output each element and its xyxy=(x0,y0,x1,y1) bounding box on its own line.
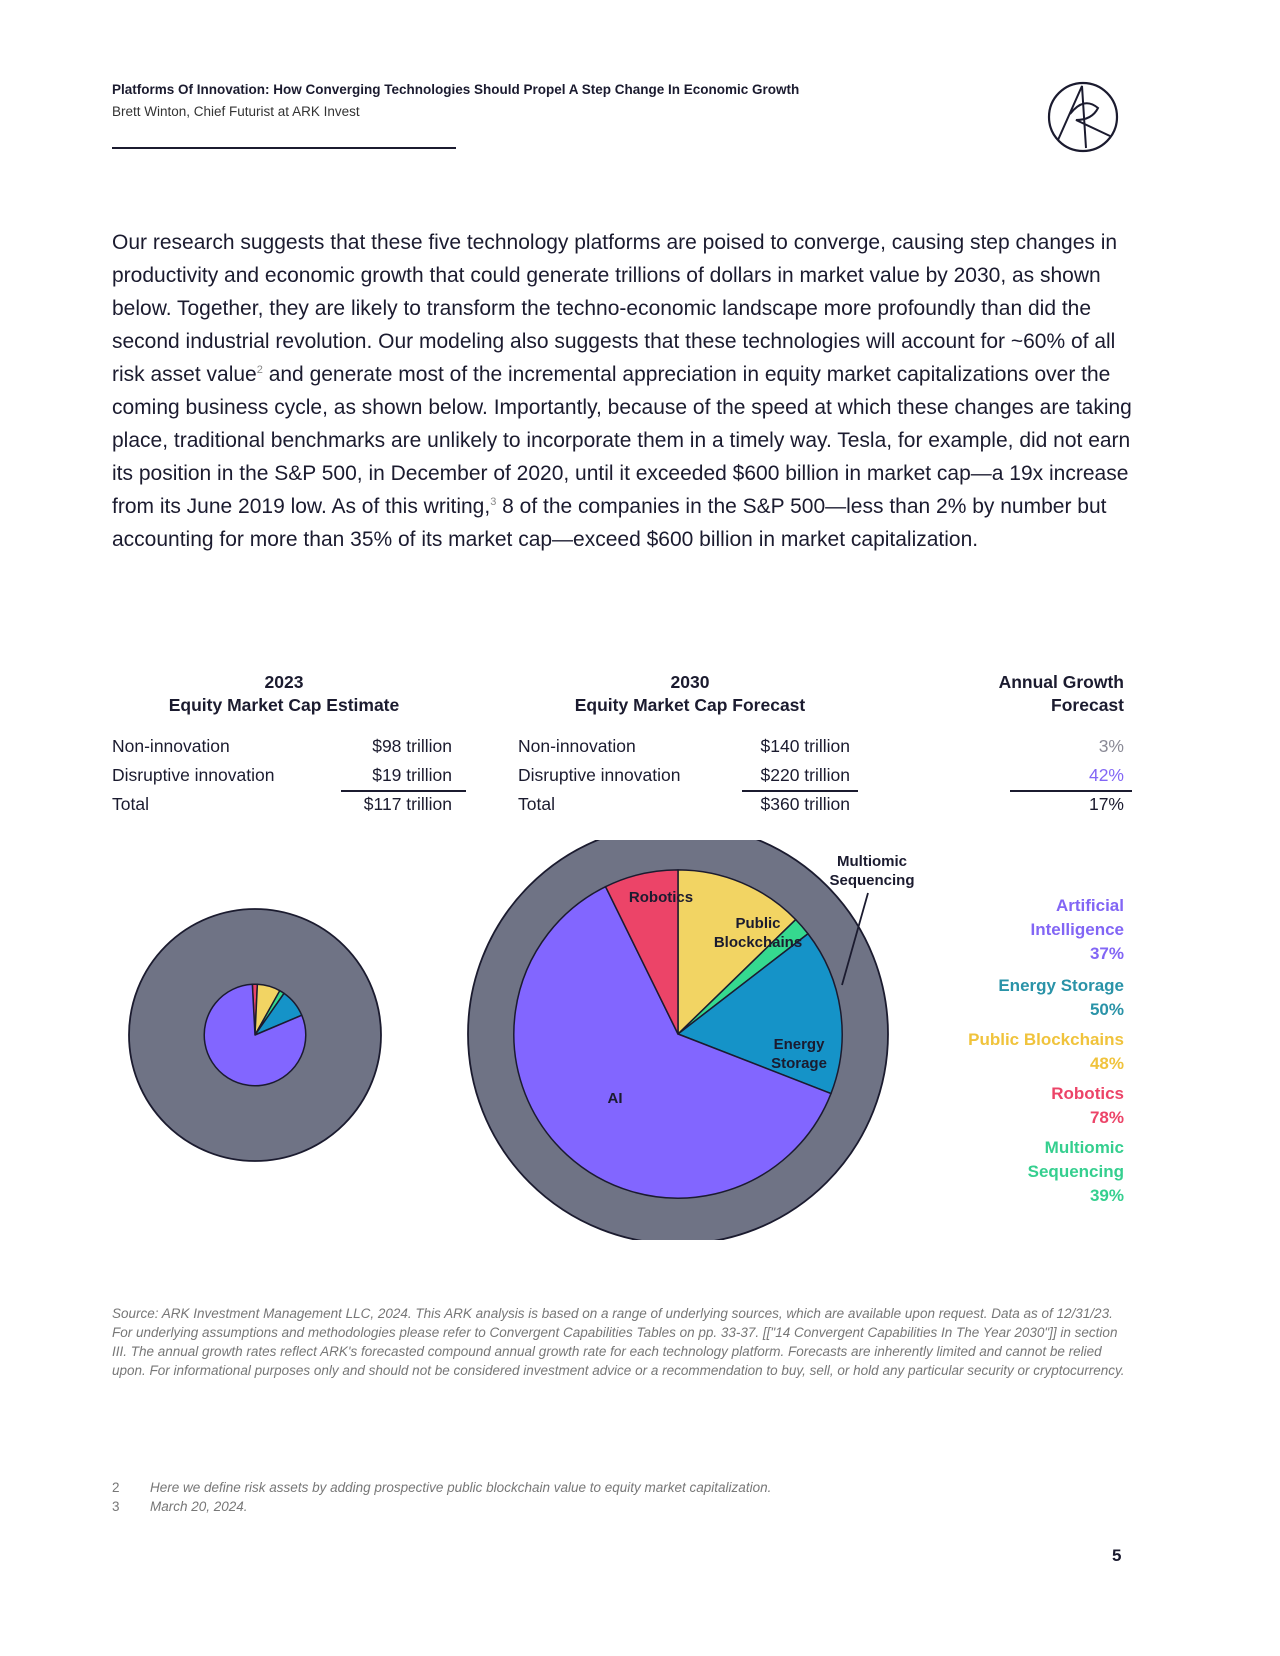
pie-label-multiomic-2: Sequencing xyxy=(829,872,915,889)
legend-item-energy-storage: Energy Storage 50% xyxy=(998,976,1124,1019)
source-note: Source: ARK Investment Management LLC, 2024. This ARK analysis is based on a range of underlying sources, which are available upon request. Data as of 12/31/23. For underlying assumptions and methodologies please refer to Convergent Capabilities Tables on pp. 33-37. [["14 Convergent Capabilities In The Year 2030"]] in section III. The annual growth rates reflect ARK's forecasted compound annual growth rate for each technology platform. Forecasts are inherently limited and cannot be relied upon. For informational purposes only and should not be considered investment advice or a recommendation to buy, sell, or hold any particular security or cryptocurrency. xyxy=(112,1306,1125,1378)
table-row: Total $117 trillion xyxy=(112,794,452,814)
legend-item-public-blockchains: Public Blockchains 48% xyxy=(968,1030,1124,1073)
pie-label-public-blockchains-2: Blockchains xyxy=(713,934,803,951)
footnote-number: 2 xyxy=(112,1480,120,1495)
table-2030 xyxy=(518,732,850,822)
growth-heading: Annual Growth Forecast xyxy=(998,672,1124,715)
body-paragraph: Our research suggests that these five technology platforms are poised to converge, causing step changes in productivity and economic growth that could generate trillions of dollars in market value by 2030, as shown below. Together, they are likely to transform the techno-economic landscape more profoundly than did the second industrial revolution. Our modeling also suggests that these technologies will account for ~60% of all risk asset value$^2$ and generate most of the incremental appreciation in equity market capitalizations over the coming business cycle, as shown below. Importantly, because of the speed at which these changes are taking place, traditional benchmarks are unlikely to incorporate them in a timely way. Tesla, for example, did not earn its position in the S&P 500, in December of 2020, until it exceeded $600 billion in market cap—a 19x increase from its June 2019 low. As of this writing,$^3$ 8 of the companies in the S&P 500—less than 2% by number but accounting for more than 35% of its market cap—exceed $600 billion in market capitalization. xyxy=(112,231,1132,551)
growth-column xyxy=(1010,732,1124,822)
table-row: Disruptive innovation $220 trillion xyxy=(518,765,850,785)
table-2030-heading: 2030 Equity Market Cap Forecast xyxy=(574,672,806,715)
footnote-text: March 20, 2024. xyxy=(150,1499,248,1514)
page-number: 5 xyxy=(1112,1546,1122,1565)
legend-item-ai: Artificial Intelligence 37% xyxy=(1030,896,1124,963)
footnotes xyxy=(112,1480,1132,1524)
legend-item-multiomic-sequencing: Multiomic Sequencing 39% xyxy=(1027,1138,1124,1205)
table-2023-heading: 2023 Equity Market Cap Estimate xyxy=(168,672,400,715)
pie-label-energy-storage-2: Storage xyxy=(771,1055,827,1072)
pie-label-ai: AI xyxy=(607,1090,623,1107)
pie-label-energy-storage-1: Energy xyxy=(773,1036,825,1053)
ark-logo-icon xyxy=(1046,80,1120,154)
table-row: Total $360 trillion xyxy=(518,794,850,814)
growth-disruptive: 42% xyxy=(1088,765,1124,785)
growth-non-innovation: 3% xyxy=(1098,736,1124,756)
footnote-number: 3 xyxy=(112,1499,120,1514)
footnote-text: Here we define risk assets by adding prospective public blockchain value to equity market capitalization. xyxy=(150,1480,772,1495)
table-row: Non-innovation $140 trillion xyxy=(518,736,850,756)
document-title: Platforms Of Innovation: How Converging Technologies Should Propel A Step Change In Economic Growth xyxy=(112,82,800,97)
pie-label-public-blockchains-1: Public xyxy=(735,915,781,932)
pie-label-multiomic-1: Multiomic xyxy=(837,853,907,870)
legend xyxy=(920,894,1124,1214)
growth-total: 17% xyxy=(1088,794,1124,814)
pie-chart-2023 xyxy=(129,909,381,1161)
table-row: Disruptive innovation $19 trillion xyxy=(112,765,452,785)
author-line: Brett Winton, Chief Futurist at ARK Invest xyxy=(112,104,360,119)
pie-label-robotics: Robotics xyxy=(628,889,694,906)
table-row: Non-innovation $98 trillion xyxy=(112,736,452,756)
table-2023 xyxy=(112,732,452,822)
legend-item-robotics: Robotics 78% xyxy=(1051,1084,1124,1127)
header-divider xyxy=(112,147,456,149)
